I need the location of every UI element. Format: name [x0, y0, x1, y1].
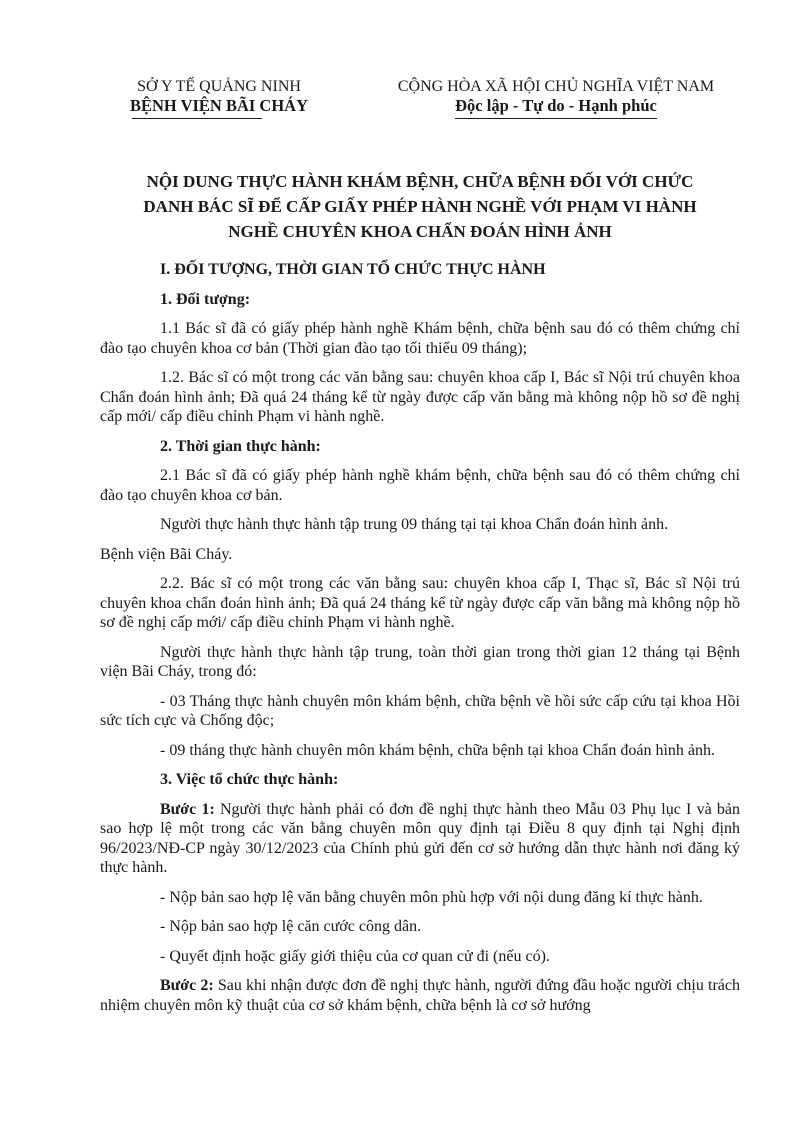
paragraph-lead: Bước 1:	[160, 800, 215, 818]
paragraph: - 09 tháng thực hành chuyên môn khám bệnh, chữa bệnh tại khoa Chẩn đoán hình ảnh.	[160, 741, 715, 759]
paragraph: Bệnh viện Bãi Cháy.	[100, 545, 233, 563]
document-header	[100, 77, 740, 119]
paragraph: - Nộp bản sao hợp lệ văn bằng chuyên môn phù hợp với nội dung đăng kí thực hành.	[160, 888, 703, 906]
paragraph-lead: Bước 2:	[160, 977, 214, 994]
title-line: NGHỀ CHUYÊN KHOA CHẨN ĐOÁN HÌNH ẢNH	[228, 222, 612, 241]
section-heading: 1. Đối tượng:	[160, 290, 251, 308]
hospital-name: BỆNH VIỆN BÃI CHÁY	[130, 96, 308, 119]
country-title: CỘNG HÒA XÃ HỘI CHỦ NGHĨA VIỆT NAM	[397, 78, 715, 95]
paragraph: 1.2. Bác sĩ có một trong các văn bằng sau: chuyên khoa cấp I, Bác sĩ Nội trú chuyên khoa Chẩn đoán hình ảnh; Đã quá 24 tháng kể từ ngày được cấp văn bằng mà không nộp hồ sơ đề nghị cấp mới/ cấp điều chỉnh Phạm vi hành nghề.	[100, 369, 740, 425]
paragraph: Bước 1: Người thực hành phải có đơn đề nghị thực hành theo Mẫu 03 Phụ lục I và bản sao hợp lệ một trong các văn bằng chuyên môn quy định tại Điều 8 quy định tại Nghị định 96/2023/NĐ-CP ngày 30/12/2023 của Chính phủ gửi đến cơ sở hướng dẫn thực hành nơi đăng ký thực hành.	[100, 800, 740, 876]
section-heading: I. ĐỐI TƯỢNG, THỜI GIAN TỔ CHỨC THỰC HÀNH	[160, 261, 546, 278]
document-body	[100, 260, 740, 1015]
paragraph: Người thực hành thực hành tập trung, toàn thời gian trong thời gian 12 tháng tại Bệnh viện Bãi Cháy, trong đó:	[100, 643, 740, 680]
title-line: NỘI DUNG THỰC HÀNH KHÁM BỆNH, CHỮA BỆNH ĐỐI VỚI CHỨC	[146, 172, 694, 191]
section-heading: 2. Thời gian thực hành:	[160, 437, 321, 455]
paragraph: 2.1 Bác sĩ đã có giấy phép hành nghề khám bệnh, chữa bệnh sau đó có thêm chứng chỉ đào tạo chuyên khoa cơ bản.	[100, 467, 740, 504]
title-line: DANH BÁC SĨ ĐỂ CẤP GIẤY PHÉP HÀNH NGHỀ VỚI PHẠM VI HÀNH	[143, 197, 697, 216]
document-title	[100, 169, 740, 244]
paragraph: 1.1 Bác sĩ đã có giấy phép hành nghề Khám bệnh, chữa bệnh sau đó có thêm chứng chỉ đào tạo chuyên khoa cơ bản (Thời gian đào tạo tối thiểu 09 tháng);	[100, 320, 740, 357]
national-motto-block	[372, 77, 740, 119]
section-heading: 3. Việc tổ chức thực hành:	[160, 771, 339, 788]
paragraph: - 03 Tháng thực hành chuyên môn khám bệnh, chữa bệnh về hồi sức cấp cứu tại khoa Hồi sức tích cực và Chống độc;	[100, 692, 740, 729]
paragraph: Bước 2: Sau khi nhận được đơn đề nghị thực hành, người đứng đầu hoặc người chịu trách nhiệm chuyên môn kỹ thuật của cơ sở khám bệnh, chữa bệnh là cơ sở hướng	[100, 977, 741, 1014]
paragraph: - Quyết định hoặc giấy giới thiệu của cơ quan cử đi (nếu có).	[160, 947, 550, 965]
authority-name: SỞ Y TẾ QUẢNG NINH	[137, 78, 301, 95]
paragraph: Người thực hành thực hành tập trung 09 tháng tại tại khoa Chẩn đoán hình ảnh.	[160, 516, 669, 533]
paragraph: - Nộp bản sao hợp lệ căn cước công dân.	[160, 918, 422, 935]
national-motto: Độc lập - Tự do - Hạnh phúc	[455, 96, 657, 119]
paragraph: 2.2. Bác sĩ có một trong các văn bằng sau: chuyên khoa cấp I, Thạc sĩ, Bác sĩ Nội trú chuyên khoa chẩn đoán hình ảnh; Đã quá 24 tháng kể từ ngày được cấp văn bằng mà không nộp hồ sơ đề nghị cấp mới/ cấp điều chỉnh Phạm vi hành nghề.	[100, 575, 740, 631]
issuing-authority-block	[110, 77, 328, 119]
